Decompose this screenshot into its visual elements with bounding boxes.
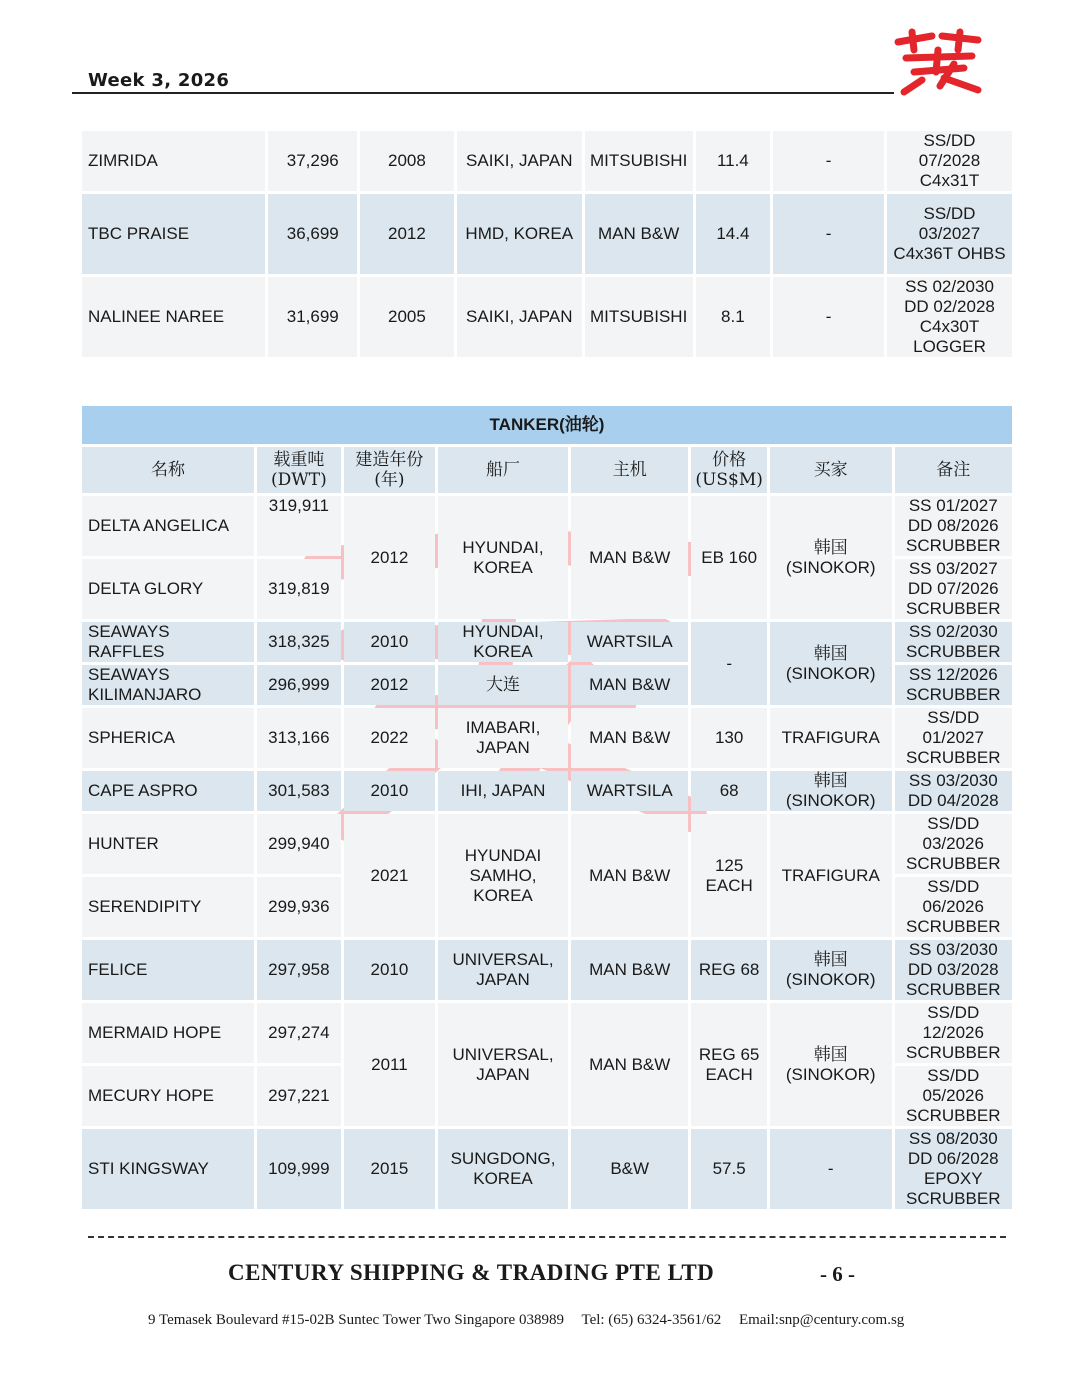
vessel-name: DELTA ANGELICA [82, 496, 254, 556]
tanker-table [79, 403, 1015, 1212]
vessel-name: MERMAID HOPE [82, 1003, 254, 1063]
engine: MAN B&W [571, 708, 688, 768]
tanker-title-row [82, 406, 1012, 444]
price: 130 [691, 708, 766, 768]
price: 11.4 [696, 131, 771, 191]
buyer: TRAFIGURA [770, 814, 892, 937]
buyer: 韩国 (SINOKOR) [770, 1003, 892, 1126]
header-year: 建造年份 (年) [344, 447, 435, 493]
company-logo [892, 28, 984, 98]
build-year: 2010 [344, 940, 435, 1000]
build-year: 2022 [344, 708, 435, 768]
shipyard: 大连 [438, 665, 568, 705]
vessel-name: ZIMRIDA [82, 131, 265, 191]
buyer: 韩国 (SINOKOR) [770, 940, 892, 1000]
vessel-name: STI KINGSWAY [82, 1129, 254, 1209]
remarks: SS 03/2027 DD 07/2026 SCRUBBER [895, 559, 1013, 619]
dwt: 301,583 [257, 771, 341, 811]
vessel-name: TBC PRAISE [82, 194, 265, 274]
report-week: Week 3, 2026 [88, 70, 230, 91]
remarks: SS/DD 01/2027 SCRUBBER [895, 708, 1013, 768]
shipyard: SAIKI, JAPAN [457, 131, 582, 191]
footer-email[interactable]: Email:snp@century.com.sg [738, 1312, 905, 1328]
engine: WARTSILA [571, 771, 688, 811]
price: 8.1 [696, 277, 771, 357]
shipyard: IMABARI, JAPAN [438, 708, 568, 768]
build-year: 2021 [344, 814, 435, 937]
remarks: SS/DD 12/2026 SCRUBBER [895, 1003, 1013, 1063]
footer-company-name: CENTURY SHIPPING & TRADING PTE LTD [228, 1260, 715, 1285]
table-row [82, 131, 1012, 191]
dwt: 319,911 [257, 496, 341, 556]
remarks: SS/DD 07/2028 C4x31T [887, 131, 1012, 191]
buyer: - [773, 277, 884, 357]
vessel-name: FELICE [82, 940, 254, 1000]
remarks: SS/DD 06/2026 SCRUBBER [895, 877, 1013, 937]
dwt: 296,999 [257, 665, 341, 705]
shipyard: SAIKI, JAPAN [457, 277, 582, 357]
table-row [82, 814, 1012, 874]
engine: MAN B&W [571, 665, 688, 705]
buyer: 韩国 (SINOKOR) [770, 771, 892, 811]
dwt: 313,166 [257, 708, 341, 768]
shipyard: HYUNDAI, KOREA [438, 496, 568, 619]
remarks: SS 01/2027 DD 08/2026 SCRUBBER [895, 496, 1013, 556]
table-row [82, 622, 1012, 662]
dwt: 299,940 [257, 814, 341, 874]
build-year: 2015 [344, 1129, 435, 1209]
engine: MAN B&W [571, 496, 688, 619]
table-row [82, 496, 1012, 556]
engine: MITSUBISHI [585, 277, 693, 357]
shipyard: UNIVERSAL, JAPAN [438, 1003, 568, 1126]
buyer: - [773, 194, 884, 274]
table-row [82, 771, 1012, 811]
dwt: 297,958 [257, 940, 341, 1000]
buyer: 韩国 (SINOKOR) [770, 496, 892, 619]
build-year: 2011 [344, 1003, 435, 1126]
table-row [82, 1003, 1012, 1063]
price: REG 68 [691, 940, 766, 1000]
table-row [82, 277, 1012, 357]
vessel-name: MECURY HOPE [82, 1066, 254, 1126]
vessel-name: SERENDIPITY [82, 877, 254, 937]
header-remarks: 备注 [895, 447, 1013, 493]
footer-contact [148, 1312, 918, 1329]
shipyard: HYUNDAI SAMHO, KOREA [438, 814, 568, 937]
build-year: 2012 [344, 496, 435, 619]
build-year: 2010 [344, 622, 435, 662]
header-buyer: 买家 [770, 447, 892, 493]
dwt: 319,819 [257, 559, 341, 619]
vessel-name: SPHERICA [82, 708, 254, 768]
header-yard: 船厂 [438, 447, 568, 493]
header-name: 名称 [82, 447, 254, 493]
price: REG 65 EACH [691, 1003, 766, 1126]
buyer: 韩国 (SINOKOR) [770, 622, 892, 705]
engine: B&W [571, 1129, 688, 1209]
dwt: 109,999 [257, 1129, 341, 1209]
vessel-name: DELTA GLORY [82, 559, 254, 619]
dwt: 297,274 [257, 1003, 341, 1063]
shipyard: UNIVERSAL, JAPAN [438, 940, 568, 1000]
price: 68 [691, 771, 766, 811]
tanker-section-title: TANKER(油轮) [82, 406, 1012, 444]
page-number: - 6 - [820, 1262, 855, 1286]
vessel-name: HUNTER [82, 814, 254, 874]
shipyard: SUNGDONG, KOREA [438, 1129, 568, 1209]
table-row [82, 940, 1012, 1000]
price: 57.5 [691, 1129, 766, 1209]
table-row [82, 708, 1012, 768]
price: 125 EACH [691, 814, 766, 937]
dwt: 318,325 [257, 622, 341, 662]
price: - [691, 622, 766, 705]
build-year: 2012 [344, 665, 435, 705]
dwt: 297,221 [257, 1066, 341, 1126]
table-header-row [82, 447, 1012, 493]
shipyard: HMD, KOREA [457, 194, 582, 274]
buyer: TRAFIGURA [770, 708, 892, 768]
footer-address: 9 Temasek Boulevard #15-02B Suntec Tower Two Singapore 038989 [148, 1312, 564, 1328]
remarks: SS 12/2026 SCRUBBER [895, 665, 1013, 705]
shipyard: IHI, JAPAN [438, 771, 568, 811]
header-dwt: 载重吨 (DWT) [257, 447, 341, 493]
build-year: 2012 [360, 194, 454, 274]
table-row [82, 1129, 1012, 1209]
vessel-name: CAPE ASPRO [82, 771, 254, 811]
vessel-name: NALINEE NAREE [82, 277, 265, 357]
header-rule [72, 92, 894, 94]
vessel-name: SEAWAYS KILIMANJARO [82, 665, 254, 705]
engine: WARTSILA [571, 622, 688, 662]
engine: MAN B&W [585, 194, 693, 274]
dwt: 37,296 [268, 131, 357, 191]
engine: MAN B&W [571, 1003, 688, 1126]
footer-divider [88, 1236, 1006, 1238]
price: 14.4 [696, 194, 771, 274]
engine: MAN B&W [571, 940, 688, 1000]
build-year: 2005 [360, 277, 454, 357]
engine: MAN B&W [571, 814, 688, 937]
remarks: SS 02/2030 DD 02/2028 C4x30T LOGGER [887, 277, 1012, 357]
build-year: 2010 [344, 771, 435, 811]
build-year: 2008 [360, 131, 454, 191]
remarks: SS/DD 03/2027 C4x36T OHBS [887, 194, 1012, 274]
price: EB 160 [691, 496, 766, 619]
engine: MITSUBISHI [585, 131, 693, 191]
remarks: SS 03/2030 DD 03/2028 SCRUBBER [895, 940, 1013, 1000]
buyer: - [773, 131, 884, 191]
remarks: SS/DD 05/2026 SCRUBBER [895, 1066, 1013, 1126]
shipyard: HYUNDAI, KOREA [438, 622, 568, 662]
dwt: 36,699 [268, 194, 357, 274]
header-engine: 主机 [571, 447, 688, 493]
remarks: SS 08/2030 DD 06/2028 EPOXY SCRUBBER [895, 1129, 1013, 1209]
table-row [82, 194, 1012, 274]
remarks: SS/DD 03/2026 SCRUBBER [895, 814, 1013, 874]
vessel-name: SEAWAYS RAFFLES [82, 622, 254, 662]
remarks: SS 03/2030 DD 04/2028 [895, 771, 1013, 811]
buyer: - [770, 1129, 892, 1209]
footer-tel: Tel: (65) 6324-3561/62 [581, 1312, 722, 1328]
remarks: SS 02/2030 SCRUBBER [895, 622, 1013, 662]
header-price: 价格 (US$M) [691, 447, 766, 493]
bulk-carrier-table [79, 128, 1015, 360]
dwt: 299,936 [257, 877, 341, 937]
dwt: 31,699 [268, 277, 357, 357]
